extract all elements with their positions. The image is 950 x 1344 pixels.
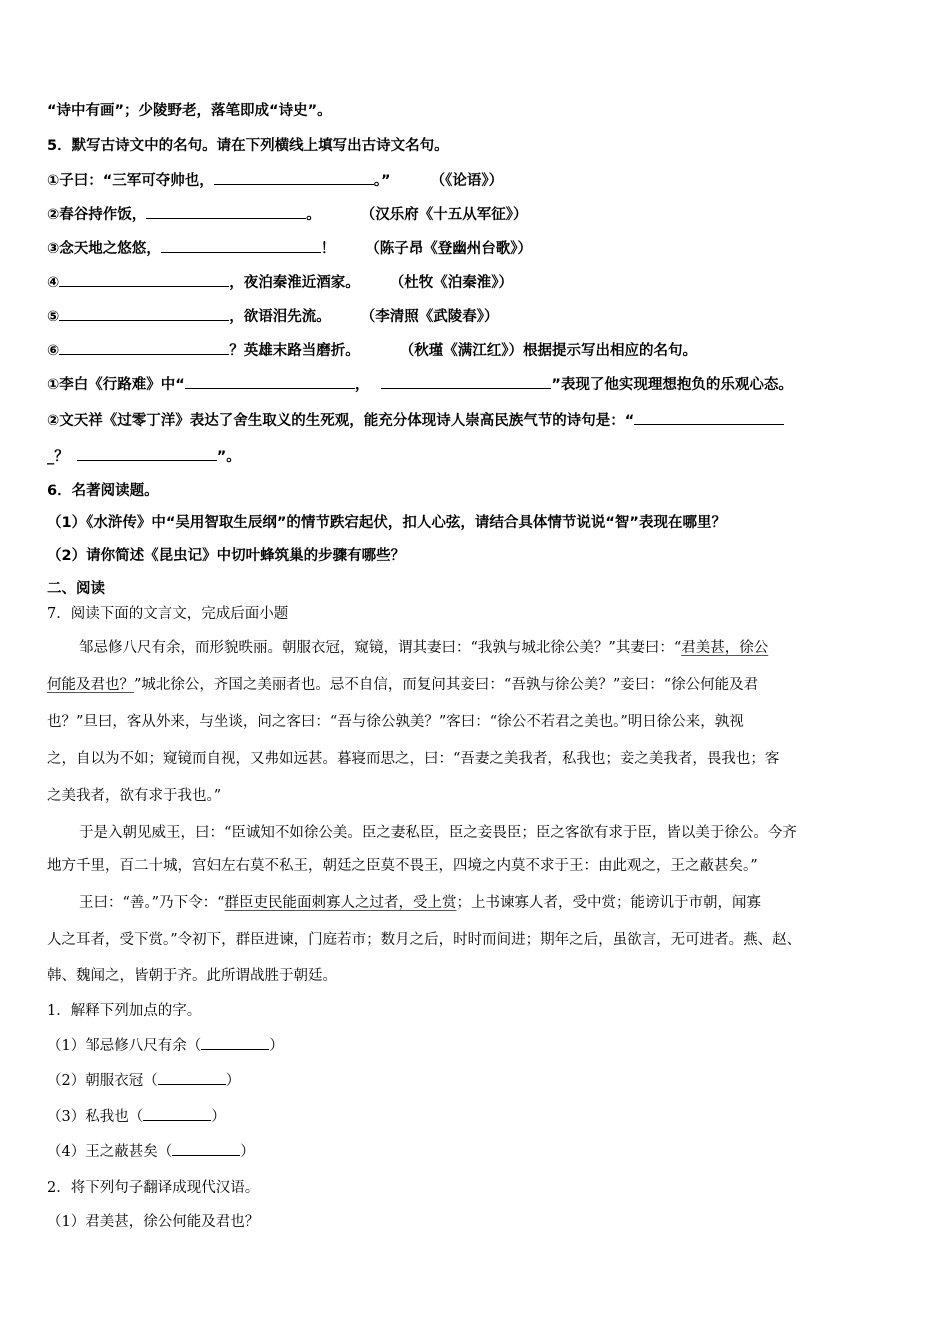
q5-item-4-post: ，夜泊秦淮近酒家。 — [229, 275, 360, 291]
passage-p3-line-2: 人之耳者，受下赏。”令初下，群臣进谏，门庭若市；数月之后，时时而间进；期年之后，虽欲言，无可进者。燕、赵、 — [47, 932, 802, 948]
q5-hint-1-post: ”表现了他实现理想抱负的乐观心态。 — [551, 377, 793, 393]
text-span: ；上书谏寡人者，受中赏；能谤讥于市朝，闻寡 — [456, 895, 761, 911]
section-2-title: 二、阅读 — [47, 581, 105, 597]
answer-blank[interactable] — [161, 238, 321, 253]
answer-blank[interactable] — [185, 374, 355, 389]
q5-item-1-pre: ①子曰：“三军可夺帅也， — [47, 173, 214, 189]
passage-p3-line-1 — [47, 893, 761, 913]
q5-hint-2-pre: ②文天祥《过零丁洋》表达了舍生取义的生死观，能充分体现诗人崇高民族气节的诗句是：“ — [47, 413, 635, 429]
q6-item-2: （2）请你简述《昆虫记》中切叶蜂筑巢的步骤有哪些？ — [47, 548, 406, 564]
text-span: ） — [225, 1073, 241, 1089]
q5-hint-2-cont — [47, 446, 241, 467]
q5-hint-1 — [47, 374, 793, 395]
passage-p1-line-2 — [47, 675, 758, 695]
answer-blank[interactable] — [634, 410, 784, 425]
q6-item-1: （1）《水浒传》中“吴用智取生辰纲”的情节跌宕起伏，扣人心弦，请结合具体情节说说“智”表现在哪里？ — [47, 515, 726, 531]
q5-item-5-pre: ⑤ — [47, 309, 60, 325]
intro-line: “诗中有画”；少陵野老，落笔即成“诗史”。 — [47, 103, 332, 119]
q5-item-6-post: ？英雄末路当磨折。 — [229, 343, 360, 359]
passage-p2-line-1: 于是入朝见威王，曰：“臣诚知不如徐公美。臣之妻私臣，臣之妾畏臣；臣之客欲有求于臣，皆以美于徐公。今齐 — [79, 825, 797, 841]
q5-item-2-post: 。 — [306, 207, 321, 223]
sub1-item-2 — [47, 1070, 240, 1091]
text-span: 邹忌修八尺有余，而形貌昳丽。朝服衣冠，窥镜，谓其妻曰：“我孰与城北徐公美？”其妻曰：“ — [79, 640, 682, 656]
q5-item-6 — [47, 340, 697, 361]
q6-title: 6．名著阅读题。 — [47, 483, 159, 499]
underlined-sentence: 何能及君也？ — [47, 677, 134, 693]
text-span: （3）私我也（ — [47, 1109, 144, 1125]
answer-blank[interactable] — [59, 272, 229, 287]
q5-item-6-source: （秋瑾《满江红》）根据提示写出相应的名句。 — [399, 343, 698, 359]
underlined-sentence: 君美甚，徐公 — [681, 640, 769, 656]
passage-p3-line-3: 韩、魏闻之，皆朝于齐。此所谓战胜于朝廷。 — [47, 968, 337, 984]
q5-item-3-source: （陈子昂《登幽州台歌》） — [365, 241, 533, 257]
q5-item-2-pre: ②春谷持作饭， — [47, 207, 147, 223]
q5-item-1-source: （《论语》） — [430, 173, 504, 189]
q5-title: 5．默写古诗文中的名句。请在下列横线上填写出古诗文名句。 — [47, 138, 449, 154]
passage-p1-line-3: 也？”旦曰，客从外来，与坐谈，问之客曰：“吾与徐公孰美？”客曰：“徐公不若君之美也。”明日徐公来，孰视 — [47, 714, 744, 730]
answer-blank[interactable] — [158, 1070, 226, 1085]
answer-blank[interactable] — [59, 306, 229, 321]
passage-p1-line-5: 之美我者，欲有求于我也。” — [47, 788, 222, 804]
q5-item-2-source: （汉乐府《十五从军征》） — [360, 207, 528, 223]
q5-item-5-post: ，欲语泪先流。 — [229, 309, 331, 325]
sub2-title: 2．将下列句子翻译成现代汉语。 — [47, 1180, 260, 1196]
text-span: ） — [269, 1038, 284, 1054]
text-span: 王曰：“善。”乃下令：“ — [79, 895, 225, 911]
answer-blank[interactable] — [146, 204, 306, 219]
q5-item-1-post: 。” — [373, 173, 391, 189]
q5-item-5 — [47, 306, 499, 327]
q5-item-4 — [47, 272, 513, 293]
q5-item-3 — [47, 238, 532, 259]
q5-hint-2-cont-pre: _？ — [47, 449, 69, 465]
answer-blank[interactable] — [214, 170, 374, 185]
sub1-title: 1．解释下列加点的字。 — [47, 1003, 202, 1019]
q5-item-1 — [47, 170, 503, 191]
underlined-sentence: 群臣吏民能面刺寡人之过者，受上赏 — [224, 895, 457, 911]
q5-hint-2-post: ”。 — [216, 449, 241, 465]
text-span: （1）邹忌修八尺有余（ — [47, 1038, 202, 1054]
text-span: ） — [211, 1109, 226, 1125]
text-span: （2）朝服衣冠（ — [47, 1073, 158, 1089]
q5-item-6-pre: ⑥ — [47, 343, 60, 359]
answer-blank[interactable] — [77, 446, 217, 461]
q5-item-4-source: （杜牧《泊秦淮》） — [389, 275, 514, 291]
q5-hint-1-pre: ①李白《行路难》中“ — [47, 377, 185, 393]
passage-p2-line-2: 地方千里，百二十城，宫妇左右莫不私王，朝廷之臣莫不畏王，四境之内莫不求于王：由此观之，王之蔽甚矣。” — [47, 858, 758, 874]
q7-title: 7．阅读下面的文言文，完成后面小题 — [47, 606, 289, 622]
passage-p1-line-1 — [47, 638, 768, 658]
passage-p1-line-4: 之，自以为不如；窥镜而自视，又弗如远甚。暮寝而思之，曰：“吾妻之美我者，私我也；妾之美我者，畏我也；客 — [47, 751, 780, 767]
sub2-item-1: （1）君美甚，徐公何能及君也？ — [47, 1214, 260, 1230]
text-span: ） — [240, 1144, 255, 1160]
sub1-item-1 — [47, 1035, 284, 1056]
q5-item-3-pre: ③念天地之悠悠， — [47, 241, 161, 257]
text-span: ”城北徐公，齐国之美丽者也。忌不自信，而复问其妾曰：“吾孰与徐公美？”妾曰：“徐公何能及君 — [134, 677, 759, 693]
q5-hint-1-mid: ， — [354, 377, 370, 393]
q5-hint-2 — [47, 410, 784, 431]
q5-item-2 — [47, 204, 528, 225]
q5-item-5-source: （李清照《武陵春》） — [360, 309, 499, 325]
sub1-item-3 — [47, 1106, 226, 1127]
q5-item-3-post: ！ — [320, 241, 336, 257]
answer-blank[interactable] — [201, 1035, 269, 1050]
answer-blank[interactable] — [59, 340, 229, 355]
answer-blank[interactable] — [172, 1141, 240, 1156]
answer-blank[interactable] — [381, 374, 551, 389]
text-span: （4）王之蔽甚矣（ — [47, 1144, 173, 1160]
answer-blank[interactable] — [143, 1106, 211, 1121]
q5-item-4-pre: ④ — [47, 275, 60, 291]
sub1-item-4 — [47, 1141, 255, 1162]
